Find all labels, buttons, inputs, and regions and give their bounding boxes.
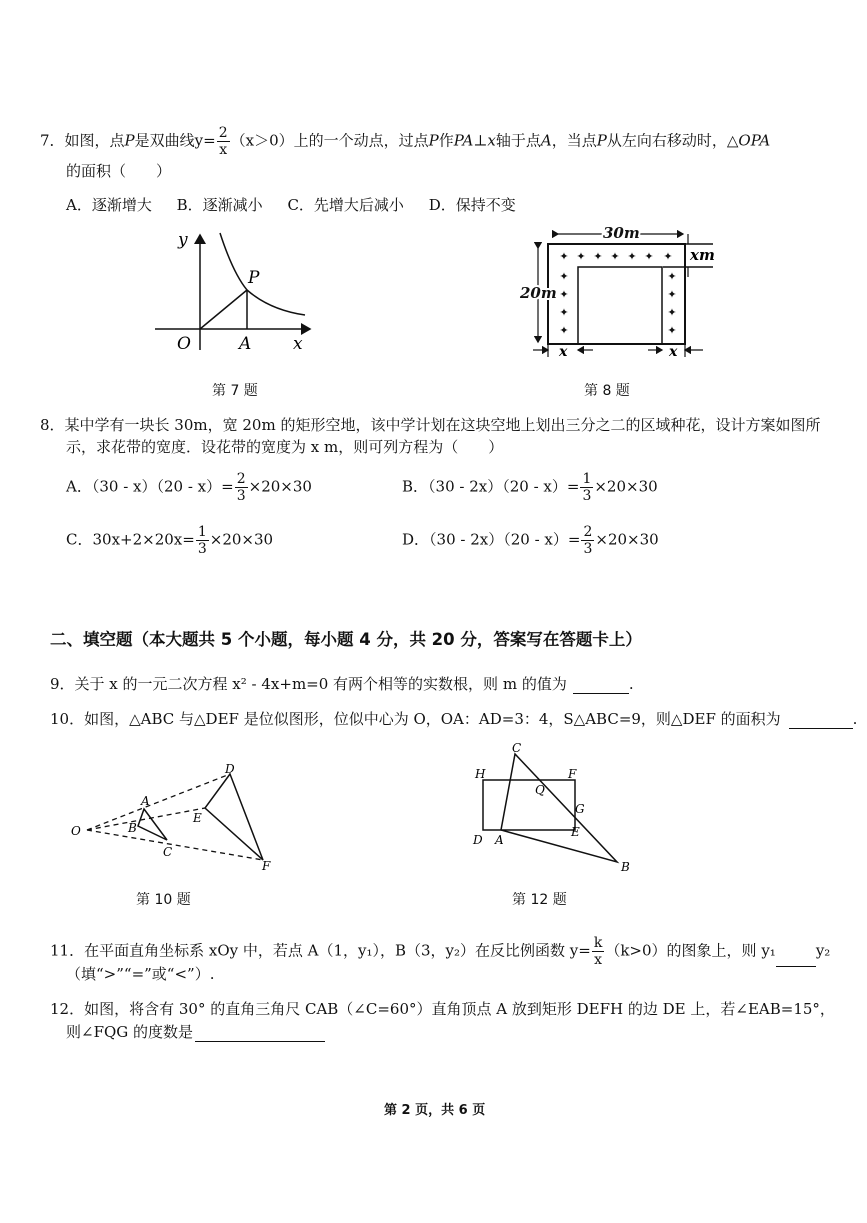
q8-d-den: 3 xyxy=(583,541,593,557)
q10 xyxy=(50,708,857,729)
q8-d-post: ×20×30 xyxy=(595,530,659,549)
q7-line1 xyxy=(40,126,770,157)
fig8-label-xm: xm xyxy=(690,246,715,264)
svg-text:✦: ✦ xyxy=(559,306,569,319)
fig10-caption: 第 10 题 xyxy=(136,892,191,908)
page-footer: 第 2 页，共 6 页 xyxy=(384,1103,486,1118)
svg-text:✦: ✦ xyxy=(559,270,569,283)
q8-c-post: ×20×30 xyxy=(209,530,274,549)
q11-text-mid: （k>0）的图象上，则 y₁ xyxy=(605,941,776,960)
fig7-caption: 第 7 题 xyxy=(212,383,258,399)
svg-text:✦: ✦ xyxy=(644,250,654,263)
q7-text-a: 7．如图，点 xyxy=(40,131,125,150)
svg-text:✦: ✦ xyxy=(667,306,677,319)
figure-7 xyxy=(145,225,320,360)
q8-option-a xyxy=(66,472,312,503)
q7-text-b: 是双曲线 xyxy=(134,131,195,150)
q7-option-d: D．保持不变 xyxy=(428,196,516,214)
fig12-labels xyxy=(472,741,630,874)
q7-text-c: （x＞0）上的一个动点，过点 xyxy=(230,131,429,150)
q11-fraction xyxy=(592,936,604,967)
figure-12 xyxy=(465,738,645,878)
q8-d-num: 2 xyxy=(583,524,593,540)
svg-text:F: F xyxy=(262,859,271,873)
svg-text:✦: ✦ xyxy=(593,250,603,263)
q8-b-num: 1 xyxy=(582,471,592,487)
svg-text:B: B xyxy=(128,821,137,835)
fig8-inner-rect xyxy=(578,267,662,344)
svg-text:C: C xyxy=(512,741,522,755)
svg-text:Q: Q xyxy=(535,783,545,797)
fig7-label-x: x xyxy=(293,334,303,354)
q11-text-end: y₂ xyxy=(815,941,831,960)
fig8-flowers xyxy=(559,250,676,337)
q7-point-p-3: P xyxy=(596,131,607,150)
q9-text: 9．关于 x 的一元二次方程 x² - 4x+m=0 有两个相等的实数根，则 m 的值为 xyxy=(50,675,567,693)
q8-option-d xyxy=(402,525,659,556)
q7-frac-den: x xyxy=(219,142,228,158)
q12-text: 则∠FQG 的度数是 xyxy=(66,1023,194,1041)
fig10-triangle-def xyxy=(205,774,263,860)
svg-text:D: D xyxy=(473,833,483,847)
svg-text:✦: ✦ xyxy=(559,250,569,263)
q12-answer-blank xyxy=(195,1041,325,1042)
svg-text:A: A xyxy=(495,833,504,847)
q8-option-b xyxy=(402,472,658,503)
q11-frac-num: k xyxy=(593,935,603,951)
q12-line2 xyxy=(66,1021,325,1042)
fig10-triangle-abc xyxy=(138,809,167,840)
q10-text: 10．如图，△ABC 与△DEF 是位似图形，位似中心为 O，OA：AD=3：4，S△ABC=9，则△DEF 的面积为 xyxy=(50,710,781,728)
q8-c-den: 3 xyxy=(197,541,207,557)
q7-fraction xyxy=(217,126,230,157)
q7-line2: 的面积（ ） xyxy=(66,162,172,180)
q10-period: . xyxy=(852,710,858,728)
q7-option-c: C．先增大后减小 xyxy=(287,196,404,214)
q8-d-frac xyxy=(581,525,594,556)
q11-answer-blank xyxy=(776,966,816,967)
svg-text:H: H xyxy=(475,767,486,781)
fig7-line-op xyxy=(200,290,247,329)
q8-a-pre: A．（30 - x）（20 - x）= xyxy=(66,477,234,496)
q9-answer-blank xyxy=(573,693,629,694)
q8-d-pre: D．（30 - 2x）（20 - x）= xyxy=(402,530,581,549)
q7-option-b: B．逐渐减小 xyxy=(176,196,263,214)
q7-point-a: A xyxy=(540,131,552,150)
q8-b-post: ×20×30 xyxy=(594,477,658,496)
fig8-label-30m: 30m xyxy=(603,224,640,242)
svg-text:D: D xyxy=(225,762,235,776)
figure-10 xyxy=(65,762,290,877)
figure-8 xyxy=(518,222,723,362)
q8-a-post: ×20×30 xyxy=(248,477,312,496)
svg-text:E: E xyxy=(193,811,202,825)
q11-frac-den: x xyxy=(594,952,603,968)
svg-text:C: C xyxy=(163,845,173,859)
q8-line2: 示，求花带的宽度．设花带的宽度为 x m，则可列方程为（ ） xyxy=(66,438,504,456)
svg-text:✦: ✦ xyxy=(663,250,673,263)
q7-text-d: 作 xyxy=(438,131,454,150)
q7-point-p: P xyxy=(124,131,135,150)
svg-text:✦: ✦ xyxy=(667,270,677,283)
q8-a-frac xyxy=(235,472,248,503)
q9 xyxy=(50,673,634,694)
q11-text-pre: 11．在平面直角坐标系 xOy 中，若点 A（1，y₁），B（3，y₂）在反比例函数 y= xyxy=(50,941,591,960)
fig8-label-x-left: x xyxy=(559,344,568,360)
q8-line1: 8．某中学有一块长 30m，宽 20m 的矩形空地，该中学计划在这块空地上划出三分之二的区域种花，设计方案如图所 xyxy=(40,416,821,434)
q10-answer-blank xyxy=(789,728,853,729)
q7-x: x xyxy=(487,131,496,150)
q7-frac-num: 2 xyxy=(218,125,228,141)
fig7-label-o: O xyxy=(177,334,191,354)
svg-text:✦: ✦ xyxy=(667,324,677,337)
svg-text:G: G xyxy=(575,802,585,816)
q7-text-f: ，当点 xyxy=(551,131,597,150)
fig12-rect-defh xyxy=(483,780,575,830)
fig10-rays xyxy=(87,774,263,860)
svg-text:✦: ✦ xyxy=(576,250,586,263)
svg-text:A: A xyxy=(141,794,150,808)
q8-c-num: 1 xyxy=(197,524,207,540)
q7-option-a: A．逐渐增大 xyxy=(66,196,152,214)
q7-y-eq: y= xyxy=(194,131,216,150)
q8-c-frac xyxy=(196,525,209,556)
q9-period: . xyxy=(628,675,634,693)
q7-pa: PA xyxy=(453,131,474,150)
fig8-caption: 第 8 题 xyxy=(584,383,630,399)
q7-options xyxy=(66,194,516,215)
q8-b-den: 3 xyxy=(582,488,592,504)
fig8-label-x-right: x xyxy=(669,344,678,360)
fig7-label-p: P xyxy=(248,268,260,288)
q8-a-den: 3 xyxy=(236,488,246,504)
fig12-triangle-cab xyxy=(501,754,617,862)
q8-option-c xyxy=(66,525,273,556)
section-2-heading: 二、填空题（本大题共 5 个小题，每小题 4 分，共 20 分，答案写在答题卡上） xyxy=(50,630,642,649)
q8-c-pre: C．30x+2×20x= xyxy=(66,530,195,549)
svg-text:B: B xyxy=(621,860,630,874)
svg-text:✦: ✦ xyxy=(667,288,677,301)
svg-text:E: E xyxy=(571,825,580,839)
q7-perp: ⊥ xyxy=(473,131,488,150)
fig8-label-20m: 20m xyxy=(520,284,557,302)
q8-a-num: 2 xyxy=(236,471,246,487)
svg-text:✦: ✦ xyxy=(559,288,569,301)
svg-text:O: O xyxy=(71,824,81,838)
fig12-caption: 第 12 题 xyxy=(512,892,567,908)
svg-text:F: F xyxy=(568,767,577,781)
fig7-label-a: A xyxy=(239,334,252,354)
q7-text-g: 从左向右移动时，△ xyxy=(606,131,739,150)
fig7-label-y: y xyxy=(178,230,188,250)
q7-opa: OPA xyxy=(738,131,771,150)
q12-line1: 12．如图，将含有 30° 的直角三角尺 CAB（∠C=60°）直角顶点 A 放到矩形 DEFH 的边 DE 上，若∠EAB=15°， xyxy=(50,1000,835,1018)
svg-text:✦: ✦ xyxy=(627,250,637,263)
q11-line2: （填“>”“=”或“<”）. xyxy=(66,965,215,983)
q7-point-p-2: P xyxy=(428,131,439,150)
q7-text-e: 轴于点 xyxy=(495,131,541,150)
q8-b-pre: B．（30 - 2x）（20 - x）= xyxy=(402,477,580,496)
q8-b-frac xyxy=(580,472,593,503)
svg-text:✦: ✦ xyxy=(610,250,620,263)
svg-text:✦: ✦ xyxy=(559,324,569,337)
